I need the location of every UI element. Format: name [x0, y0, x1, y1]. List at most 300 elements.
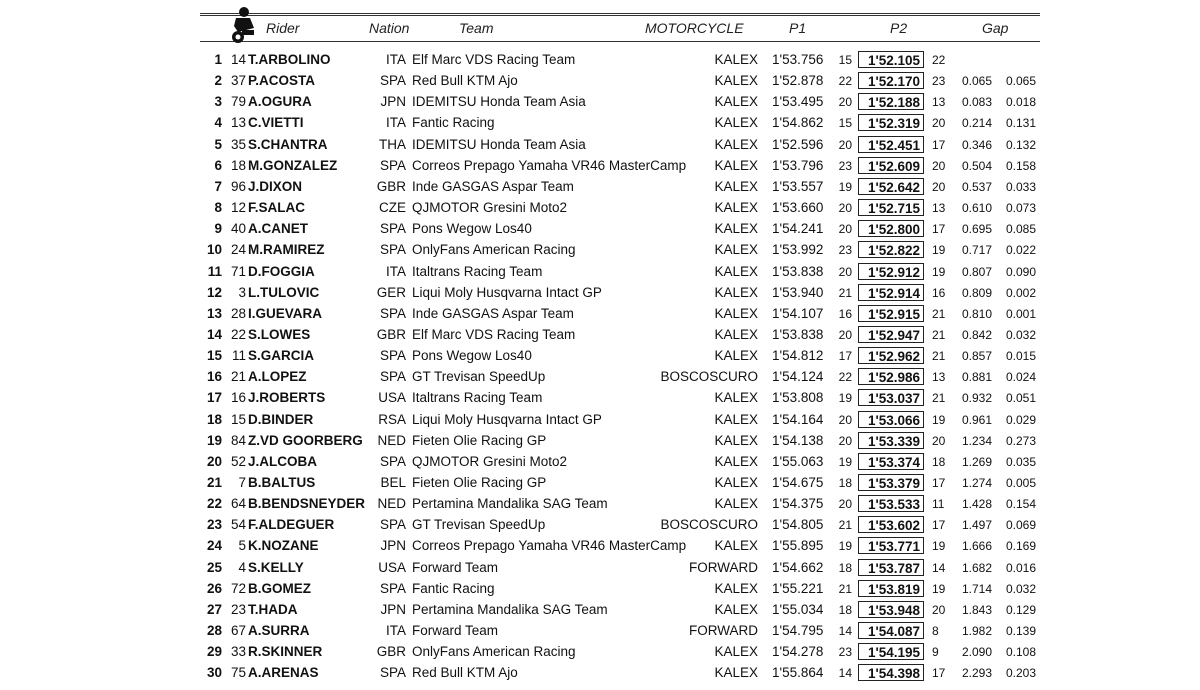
position-cell: 12 [206, 284, 222, 300]
gap-first: 0.810 [961, 306, 992, 321]
p1-time: 1'53.756 [772, 52, 824, 67]
gap-first: 1.666 [961, 539, 992, 554]
rider-name: K.NOZANE [248, 538, 319, 554]
table-row [0, 219, 1200, 240]
team-name: Forward Team [412, 623, 499, 639]
rider-name: A.SURRA [248, 623, 310, 639]
position-cell: 8 [214, 200, 222, 216]
p1-lap: 17 [838, 349, 852, 364]
p2-lap: 19 [932, 581, 946, 596]
gap-first: 2.090 [961, 645, 992, 660]
table-row [0, 113, 1200, 134]
motorcycle-make: FORWARD [689, 623, 758, 639]
p2-lap: 20 [932, 116, 946, 131]
number-cell: 84 [230, 432, 246, 448]
rider-name: A.ARENAS [248, 665, 319, 681]
rider-name: R.SKINNER [248, 644, 323, 660]
position-cell: 26 [206, 580, 222, 596]
nation-code: SPA [379, 348, 406, 364]
rider-name: A.LOPEZ [248, 369, 307, 385]
p1-time: 1'55.895 [772, 538, 824, 554]
motorcycle-make: KALEX [714, 263, 758, 279]
table-row [0, 515, 1200, 536]
gap-previous: 0.001 [1005, 306, 1036, 321]
position-cell: 2 [214, 73, 222, 89]
p2-lap: 11 [932, 497, 945, 512]
gap-previous: 0.065 [1005, 74, 1036, 89]
p1-time: 1'54.164 [772, 411, 824, 427]
gap-previous: 0.090 [1005, 264, 1036, 279]
p1-lap: 18 [838, 602, 852, 617]
p1-time: 1'54.138 [772, 432, 824, 448]
rider-name: D.FOGGIA [248, 263, 315, 279]
nation-code: NED [377, 496, 406, 512]
gap-previous: 0.129 [1005, 602, 1036, 617]
number-cell: 28 [230, 305, 246, 321]
number-cell: 40 [230, 221, 246, 237]
p2-time: 1'54.398 [858, 664, 924, 681]
rider-name: A.CANET [248, 221, 308, 237]
p1-lap: 20 [838, 201, 852, 216]
motorcycle-make: KALEX [714, 178, 758, 194]
number-cell: 23 [230, 601, 246, 617]
gap-previous: 0.073 [1005, 201, 1036, 216]
p2-time: 1'53.602 [858, 516, 924, 533]
team-name: Pertamina Mandalika SAG Team [412, 496, 608, 512]
gap-previous: 0.022 [1005, 243, 1036, 258]
nation-code: NED [377, 432, 406, 448]
team-name: Pertamina Mandalika SAG Team [412, 601, 608, 617]
p1-lap: 20 [838, 137, 852, 152]
number-cell: 14 [230, 52, 246, 67]
header-p2: P2 [890, 20, 908, 36]
team-name: Liqui Moly Husqvarna Intact GP [412, 411, 602, 427]
table-row [0, 262, 1200, 283]
position-cell: 23 [206, 517, 222, 533]
p2-lap: 20 [932, 433, 946, 448]
team-name: Correos Prepago Yamaha VR46 MasterCamp [412, 157, 687, 173]
table-row [0, 135, 1200, 156]
number-cell: 13 [230, 115, 246, 131]
motorcycle-make: KALEX [714, 390, 758, 406]
team-name: Italtrans Racing Team [412, 390, 543, 406]
position-cell: 6 [214, 157, 222, 173]
p1-lap: 20 [838, 222, 852, 237]
rider-name: C.VIETTI [248, 115, 304, 131]
nation-code: SPA [379, 157, 406, 173]
p2-time: 1'54.195 [858, 643, 924, 660]
gap-first: 0.504 [961, 158, 992, 173]
p2-lap: 23 [932, 74, 946, 89]
position-cell: 9 [214, 221, 222, 237]
p2-time: 1'53.379 [858, 474, 924, 491]
table-row [0, 621, 1200, 642]
nation-code: RSA [378, 411, 406, 427]
nation-code: ITA [386, 115, 406, 131]
gap-previous: 0.033 [1005, 179, 1036, 194]
p2-lap: 9 [932, 645, 939, 660]
motorcycle-make: KALEX [714, 496, 758, 512]
p1-lap: 18 [838, 476, 852, 490]
team-name: Liqui Moly Husqvarna Intact GP [412, 284, 602, 300]
p1-time: 1'52.596 [772, 136, 824, 152]
position-cell: 25 [206, 559, 222, 575]
table-row [0, 663, 1200, 684]
gap-first: 0.214 [961, 116, 992, 131]
motorcycle-make: BOSCOSCURO [660, 369, 758, 385]
rider-name: Z.VD GOORBERG [248, 432, 363, 448]
table-row [0, 494, 1200, 515]
number-cell: 79 [230, 94, 246, 110]
p2-lap: 20 [932, 158, 946, 173]
gap-first: 1.274 [961, 476, 992, 490]
gap-previous: 0.032 [1005, 581, 1036, 596]
gap-first: 1.269 [961, 454, 992, 469]
header-motorcycle: MOTORCYCLE [645, 20, 744, 36]
p2-lap: 18 [932, 454, 946, 469]
nation-code: SPA [379, 242, 406, 258]
number-cell: 37 [230, 73, 246, 89]
number-cell: 54 [230, 517, 246, 533]
header-bottom-rule [200, 41, 1040, 42]
gap-previous: 0.035 [1005, 454, 1036, 469]
gap-first: 0.065 [961, 74, 992, 89]
p1-lap: 23 [838, 243, 852, 258]
number-cell: 21 [230, 369, 246, 385]
p2-lap: 17 [932, 137, 946, 152]
p2-lap: 19 [932, 264, 946, 279]
position-cell: 29 [206, 644, 222, 660]
p1-time: 1'52.878 [772, 73, 824, 89]
p2-lap: 20 [932, 602, 946, 617]
p1-lap: 23 [838, 158, 852, 173]
nation-code: SPA [379, 580, 406, 596]
nation-code: THA [379, 136, 406, 152]
p2-time: 1'52.715 [858, 199, 924, 216]
p2-time: 1'52.642 [858, 178, 924, 195]
position-cell: 4 [214, 115, 222, 131]
number-cell: 96 [230, 178, 246, 194]
nation-code: SPA [379, 517, 406, 533]
table-row [0, 240, 1200, 261]
gap-previous: 0.273 [1005, 433, 1036, 448]
p2-time: 1'52.962 [858, 347, 924, 364]
number-cell: 64 [230, 496, 246, 512]
p2-lap: 20 [932, 179, 946, 194]
position-cell: 14 [206, 326, 222, 342]
p2-lap: 8 [932, 624, 939, 639]
gap-first: 1.497 [961, 518, 992, 533]
gap-first: 0.717 [961, 243, 992, 258]
motorcycle-make: KALEX [714, 538, 758, 554]
table-row [0, 71, 1200, 92]
nation-code: JPN [380, 601, 406, 617]
table-row [0, 473, 1200, 494]
gap-previous: 0.002 [1005, 285, 1036, 300]
p1-time: 1'53.940 [772, 284, 824, 300]
team-name: Fantic Racing [412, 115, 495, 131]
rider-name: J.ROBERTS [248, 390, 326, 406]
header-team: Team [459, 20, 494, 36]
gap-first: 0.961 [961, 412, 992, 427]
p2-time: 1'53.533 [858, 495, 924, 512]
number-cell: 75 [230, 665, 246, 681]
gap-first: 0.842 [961, 327, 992, 342]
nation-code: GBR [376, 644, 406, 660]
gap-first: 0.932 [961, 391, 992, 406]
p2-lap: 21 [932, 306, 946, 321]
rider-name: L.TULOVIC [248, 284, 320, 300]
p2-lap: 16 [932, 285, 946, 300]
nation-code: BEL [380, 475, 406, 490]
number-cell: 15 [230, 411, 246, 427]
p2-lap: 22 [932, 53, 946, 67]
motorcycle-make: KALEX [714, 200, 758, 216]
position-cell: 27 [206, 601, 222, 617]
p1-lap: 20 [838, 95, 852, 110]
position-cell: 13 [206, 305, 222, 321]
p1-lap: 22 [838, 370, 852, 385]
motorcycle-make: KALEX [714, 411, 758, 427]
p2-lap: 13 [932, 201, 946, 216]
table-row [0, 536, 1200, 557]
p1-time: 1'53.495 [772, 94, 824, 110]
rider-name: M.RAMIREZ [248, 242, 325, 258]
nation-code: CZE [379, 200, 406, 216]
motorcycle-rider-icon [228, 6, 258, 44]
gap-previous: 0.016 [1005, 560, 1036, 575]
p1-time: 1'55.221 [772, 580, 824, 596]
p1-time: 1'53.557 [772, 178, 824, 194]
p1-time: 1'53.838 [772, 263, 824, 279]
gap-previous: 0.024 [1005, 370, 1036, 385]
motorcycle-make: KALEX [714, 305, 758, 321]
gap-previous: 0.154 [1005, 497, 1036, 512]
p2-time: 1'52.609 [858, 157, 924, 174]
position-cell: 15 [206, 348, 222, 364]
p2-lap: 13 [932, 370, 946, 385]
motorcycle-make: KALEX [714, 432, 758, 448]
team-name: Italtrans Racing Team [412, 263, 543, 279]
number-cell: 11 [231, 348, 246, 364]
nation-code: ITA [386, 263, 406, 279]
team-name: QJMOTOR Gresini Moto2 [412, 453, 568, 469]
table-row [0, 410, 1200, 431]
p2-lap: 19 [932, 243, 946, 258]
p1-time: 1'54.278 [772, 644, 824, 660]
nation-code: JPN [380, 94, 406, 110]
p2-time: 1'52.188 [858, 93, 924, 110]
table-row [0, 283, 1200, 304]
table-row [0, 600, 1200, 621]
table-row [0, 642, 1200, 663]
position-cell: 18 [206, 411, 222, 427]
rider-name: D.BINDER [248, 411, 314, 427]
p2-lap: 21 [932, 349, 946, 364]
team-name: Correos Prepago Yamaha VR46 MasterCamp [412, 538, 687, 554]
header-p1: P1 [789, 20, 807, 36]
p1-time: 1'55.034 [772, 601, 824, 617]
p2-time: 1'52.915 [858, 305, 924, 322]
team-name: GT Trevisan SpeedUp [412, 369, 546, 385]
table-row [0, 92, 1200, 113]
team-name: Forward Team [412, 559, 499, 575]
gap-first: 1.843 [961, 602, 992, 617]
team-name: Inde GASGAS Aspar Team [412, 178, 574, 194]
gap-first: 2.293 [961, 666, 992, 681]
motorcycle-make: KALEX [714, 242, 758, 258]
p2-time: 1'53.771 [858, 537, 924, 554]
team-name: GT Trevisan SpeedUp [412, 517, 546, 533]
p1-time: 1'54.805 [772, 517, 824, 533]
team-name: QJMOTOR Gresini Moto2 [412, 200, 568, 216]
p1-lap: 23 [838, 645, 852, 660]
p2-time: 1'53.374 [858, 453, 924, 470]
position-cell: 21 [206, 475, 222, 490]
motorcycle-make: KALEX [714, 326, 758, 342]
header-top-rule-double [200, 15, 1040, 16]
gap-first: 0.881 [961, 370, 992, 385]
number-cell: 4 [238, 559, 246, 575]
gap-previous: 0.108 [1005, 645, 1036, 660]
position-cell: 22 [206, 496, 222, 512]
team-name: Fieten Olie Racing GP [412, 475, 547, 490]
motorcycle-make: KALEX [714, 94, 758, 110]
position-cell: 28 [206, 623, 222, 639]
p2-lap: 17 [932, 222, 946, 237]
gap-previous: 0.069 [1005, 518, 1036, 533]
p2-time: 1'53.339 [858, 432, 924, 449]
motorcycle-make: KALEX [714, 580, 758, 596]
p2-time: 1'53.948 [858, 601, 924, 618]
table-row [0, 558, 1200, 579]
number-cell: 7 [238, 475, 246, 490]
p1-lap: 21 [838, 285, 852, 300]
p2-lap: 17 [932, 518, 946, 533]
rider-name: F.SALAC [248, 200, 305, 216]
gap-previous: 0.029 [1005, 412, 1036, 427]
p2-time: 1'52.800 [858, 220, 924, 237]
rider-name: B.GOMEZ [248, 580, 311, 596]
team-name: Fieten Olie Racing GP [412, 432, 547, 448]
p1-lap: 20 [838, 327, 852, 342]
nation-code: SPA [379, 305, 406, 321]
p1-time: 1'54.675 [772, 475, 824, 490]
nation-code: ITA [386, 623, 406, 639]
rider-name: I.GUEVARA [248, 305, 323, 321]
table-row [0, 50, 1200, 71]
p2-lap: 19 [932, 412, 946, 427]
header-top-rule [200, 13, 1040, 14]
nation-code: SPA [379, 665, 406, 681]
nation-code: USA [378, 559, 406, 575]
gap-first: 1.982 [961, 624, 992, 639]
p1-time: 1'54.107 [772, 305, 824, 321]
table-row [0, 579, 1200, 600]
gap-previous: 0.203 [1005, 666, 1036, 681]
team-name: Elf Marc VDS Racing Team [412, 52, 576, 67]
gap-first: 1.714 [961, 581, 992, 596]
p1-time: 1'53.808 [772, 390, 824, 406]
gap-first: 0.537 [961, 179, 992, 194]
position-cell: 11 [207, 263, 222, 279]
rider-name: T.HADA [248, 601, 298, 617]
p2-time: 1'52.914 [858, 284, 924, 301]
gap-first: 1.234 [961, 433, 992, 448]
number-cell: 3 [238, 284, 246, 300]
gap-first: 0.807 [961, 264, 992, 279]
number-cell: 72 [230, 580, 246, 596]
p2-time: 1'52.912 [858, 263, 924, 280]
table-row [0, 198, 1200, 219]
p2-time: 1'52.822 [858, 241, 924, 258]
p2-time: 1'52.947 [858, 326, 924, 343]
number-cell: 18 [230, 157, 246, 173]
p2-time: 1'53.819 [858, 580, 924, 597]
p2-time: 1'52.170 [858, 72, 924, 89]
position-cell: 19 [206, 432, 222, 448]
number-cell: 33 [230, 644, 246, 660]
nation-code: ITA [386, 52, 406, 67]
gap-previous: 0.015 [1005, 349, 1036, 364]
p1-time: 1'53.838 [772, 326, 824, 342]
rider-name: S.KELLY [248, 559, 304, 575]
position-cell: 1 [214, 52, 222, 67]
gap-first: 0.346 [961, 137, 992, 152]
team-name: Red Bull KTM Ajo [412, 665, 518, 681]
rider-name: M.GONZALEZ [248, 157, 338, 173]
p1-time: 1'54.662 [772, 559, 824, 575]
p1-lap: 20 [838, 433, 852, 448]
p1-time: 1'55.864 [772, 665, 824, 681]
team-name: Red Bull KTM Ajo [412, 73, 518, 89]
position-cell: 3 [214, 94, 222, 110]
p1-time: 1'55.063 [772, 453, 824, 469]
number-cell: 22 [230, 326, 246, 342]
gap-previous: 0.139 [1005, 624, 1036, 639]
p1-lap: 14 [838, 624, 852, 639]
team-name: OnlyFans American Racing [412, 242, 576, 258]
table-row [0, 431, 1200, 452]
nation-code: GER [376, 284, 406, 300]
motorcycle-make: KALEX [714, 475, 758, 490]
number-cell: 24 [230, 242, 246, 258]
motorcycle-make: BOSCOSCURO [660, 517, 758, 533]
p2-time: 1'52.319 [858, 114, 924, 131]
p1-time: 1'54.241 [772, 221, 824, 237]
team-name: Elf Marc VDS Racing Team [412, 326, 576, 342]
team-name: Inde GASGAS Aspar Team [412, 305, 574, 321]
position-cell: 10 [206, 242, 222, 258]
p2-time: 1'53.066 [858, 411, 924, 428]
nation-code: GBR [376, 178, 406, 194]
nation-code: SPA [379, 369, 406, 385]
number-cell: 12 [230, 200, 246, 216]
header-nation: Nation [369, 20, 410, 36]
gap-first: 0.857 [961, 349, 992, 364]
p2-lap: 17 [932, 476, 946, 490]
position-cell: 17 [206, 390, 222, 406]
p2-lap: 13 [932, 95, 946, 110]
motorcycle-make: KALEX [714, 348, 758, 364]
position-cell: 16 [206, 369, 222, 385]
p1-lap: 21 [838, 581, 852, 596]
p1-time: 1'53.660 [772, 200, 824, 216]
rider-name: F.ALDEGUER [248, 517, 335, 533]
p1-time: 1'54.862 [772, 115, 824, 131]
motorcycle-make: KALEX [714, 453, 758, 469]
gap-first: 0.610 [961, 201, 992, 216]
